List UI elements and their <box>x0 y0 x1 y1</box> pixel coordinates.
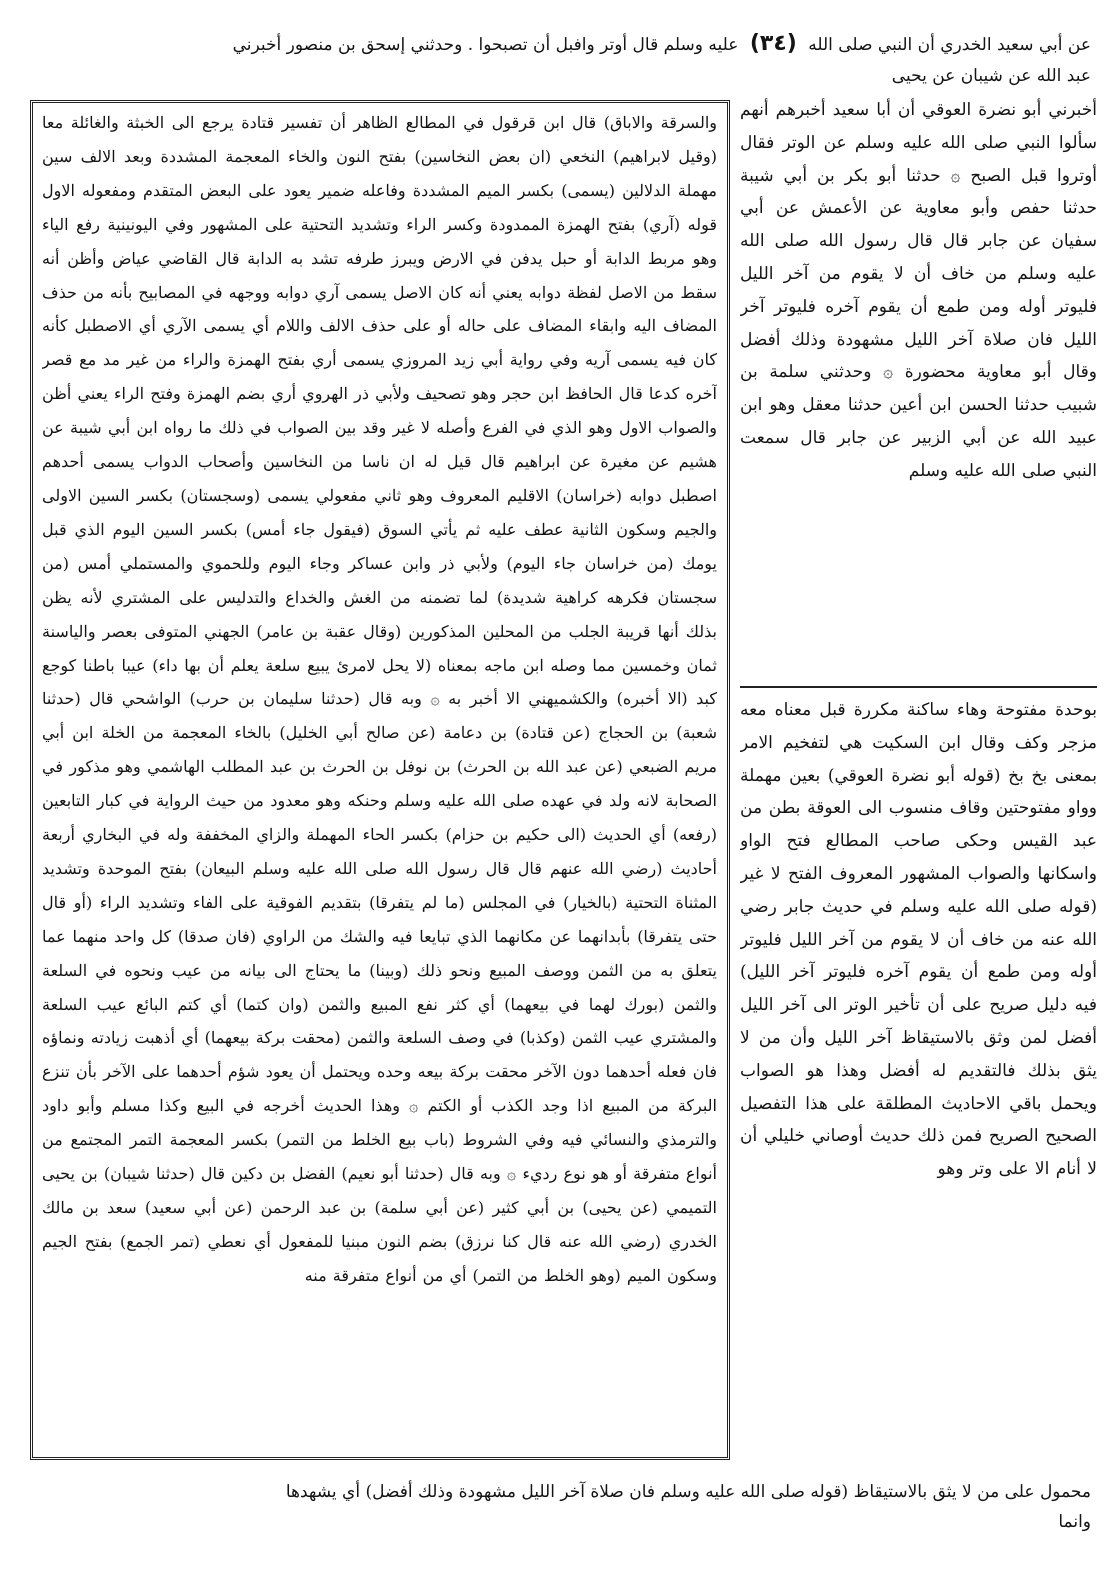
page-header <box>30 30 1091 100</box>
footer-line-1: محمول على من لا يثق بالاستيقاظ (قوله صلى الله عليه وسلم فان صلاة آخر الليل مشهودة وذلك أفضل) أي يشهدها <box>285 1482 1091 1502</box>
header-line-1 <box>30 30 1091 59</box>
main-commentary <box>42 106 717 1456</box>
header-text-right: عن أبي سعيد الخدري أن النبي صلى الله <box>808 35 1091 55</box>
header-text-left: عليه وسلم قال أوتر وافبل أن تصبحوا . وحدثني إسحق بن منصور أخبرني <box>232 35 739 55</box>
footer-catchword: وانما <box>1058 1512 1091 1532</box>
matn-text: أخبرني أبو نضرة العوقي أن أبا سعيد أخبرهم أنهم سألوا النبي صلى الله عليه وسلم عن الوتر فقال أوتروا قبل الصبح ۞ حدثنا أبو بكر بن أبي شيبة حدثنا حفص وأبو معاوية عن الأعمش عن أبي سفيان عن جابر قال قال رسول الله صلى الله عليه وسلم من خاف أن لا يقوم من آخر الليل فليوتر أوله ومن طمع أن يقوم آخره فليوتر آخر الليل فان صلاة آخر الليل مشهودة وذلك أفضل وقال أبو معاوية محضورة ۞ وحدثني سلمة بن شبيب حدثنا الحسن ابن أعين حدثنا معقل وهو ابن عبيد الله عن أبي الزبير عن جابر قال سمعت النبي صلى الله عليه وسلم <box>740 100 1097 481</box>
main-commentary-text: والسرقة والاباق) قال ابن قرقول في المطالع الظاهر أن تفسير قتادة يرجع الى الخبثة والغائلة معا (وقيل لابراهيم) النخعي (ان بعض النخاسين) بفتح النون والخاء المعجمة المشددة وبعد الالف سين مهملة الدلالين (يسمى) بكسر الميم المشددة وفاعله ضمير يعود على البعض المتقدم ومفعوله الاول قوله (آري) بفتح الهمزة الممدودة وكسر الراء وتشديد التحتية على المشهور وفي اليونينية رفع الياء وهو مربط الدابة أو حبل يدفن في الارض ويبرز طرفه تشد به الدابة قال القاضي عياض وأظن أنه سقط من الاصل لفظة دوابه يعني أنه كان الاصل يسمى آري دوابه ووجهه في المصابيح بأنه من حذف المضاف اليه وابقاء المضاف على حاله أو على حذف الالف واللام أي يسمى الآري أي الاصطبل كأنه كان فيه يسمى آريه وفي رواية أبي زيد المروزي يسمى أري بفتح الهمزة والراء من غير مد مع قصر آخره كدعا قال الحافظ ابن حجر وهو تصحيف ولأبي ذر الهروي أري بضم الهمزة وفتح الراء يعني أظن والصواب الاول وهو الذي في الفرع وأصله لا غير وقد بين الصواب في ذلك ما رواه ابن أبي شيبة عن هشيم عن مغيرة عن ابراهيم قال قيل له ان ناسا من النخاسين وأصحاب الدواب يسمى أحدهم اصطبل دوابه (خراسان) الاقليم المعروف وهو ثاني مفعولي يسمى (وسجستان) بكسر السين الاولى والجيم وسكون الثانية عطف عليه ثم يأتي السوق (فيقول جاء أمس) بكسر السين اليوم الذي قبل يومك (من خراسان جاء اليوم) ولأبي ذر وابن عساكر وجاء اليوم وللحموي والمستملي أمس (من سجستان فكرهه كراهية شديدة) لما تضمنه من الغش والخداع والتدليس على المشتري لأنه يظن بذلك أنها قريبة الجلب من المحلين المذكورين (وقال عقبة بن عامر) الجهني المتوفى بعصر والياسنة ثمان وخمسين مما وصله ابن ماجه بمعناه (لا يحل لامرئ يبيع سلعة يعلم أن بها داء) عيبا باطنا كوجع كبد (الا أخبره) والكشميهني الا أخبر به ۞ وبه قال (حدثنا سليمان بن حرب) الواشحي قال (حدثنا شعبة) بن الحجاج (عن قتادة) بن دعامة (عن صالح أبي الخليل) بالخاء المعجمة من الخلة ابن أبي مريم الضبعي (عن عبد الله بن الحرث) بن نوفل بن الحرث بن عبد المطلب الهاشمي وهو مذكور في الصحابة لانه ولد في عهده صلى الله عليه وسلم وحنكه وهو معدود من حيث الرواية في كبار التابعين (رفعه) أي الحديث (الى حكيم بن حزام) بكسر الحاء المهملة والزاي المخففة وله في البخاري أربعة أحاديث (رضي الله عنهم قال قال رسول الله صلى الله عليه وسلم البيعان) بفتح الموحدة وتشديد المثناة التحتية (بالخيار) في المجلس (ما لم يتفرقا) بتقديم الفوقية على الفاء وتشديد الراء (أو قال حتى يتفرقا) بأبدانهما عن مكانهما الذي تبايعا فيه والشك من الراوي (فان صدقا) كل واحد منهما عما يتعلق به من الثمن ووصف المبيع ونحو ذلك (وبينا) ما يحتاج الى بيانه من عيب ونحوه في السلعة والثمن (بورك لهما في بيعهما) أي كثر نفع المبيع والثمن (وان كتما) أي كتم البائع عيب السلعة والمشتري عيب الثمن (وكذبا) في وصف السلعة والثمن (محقت بركة بيعهما) أي أذهبت زيادته ونماؤه فان فعله أحدهما دون الآخر محقت بركة بيعه وحده ويحتمل أن يعود شؤم أحدهما على الآخر بأن تنزع البركة من المبيع اذا وجد الكذب أو الكتم ۞ وهذا الحديث أخرجه في البيع وكذا مسلم وأبو داود والترمذي والنسائي فيه وفي الشروط (باب بيع الخلط من التمر) بكسر المعجمة التمر المجتمع من أنواع متفرقة أو هو نوع رديء ۞ وبه قال (حدثنا أبو نعيم) الفضل بن دكين قال (حدثنا شيبان) بن يحيى التميمي (عن يحيى) بن أبي كثير (عن أبي سلمة) بن عبد الرحمن (عن أبي سعيد) سعد بن مالك الخدري (رضي الله عنه قال كنا نرزق) بضم النون مبنيا للمفعول أي نعطي (تمر الجمع) بفتح الجيم وسكون الميم (وهو الخلط من التمر) أي من أنواع متفرقة منه <box>42 113 717 1285</box>
header-line-2: عبد الله عن شيبان عن يحيى <box>891 66 1091 86</box>
matn-column <box>740 94 1097 1384</box>
page-number: (٣٤) <box>749 31 797 56</box>
column-divider <box>740 686 1097 688</box>
page-footer <box>30 1478 1091 1548</box>
matn-commentary-text: بوحدة مفتوحة وهاء ساكنة مكررة قبل معناه معه مزجر وكف وقال ابن السكيت هي لتفخيم الامر بمعنى بخ بخ (قوله أبو نضرة العوقي) بعين مهملة وواو مفتوحتين وقاف منسوب الى العوقة بطن من عبد القيس وحكى صاحب المطالع فتح الواو واسكانها والصواب المشهور المعروف الفتح لا غير (قوله صلى الله عليه وسلم في حديث جابر رضي الله عنه من خاف أن لا يقوم من آخر الليل فليوتر أوله ومن طمع أن يقوم آخره فليوتر آخر الليل) فيه دليل صريح على أن تأخير الوتر الى آخر الليل أفضل لمن وثق بالاستيقاظ آخر الليل وأن من لا يثق بذلك فالتقديم له أفضل وهذا هو الصواب ويحمل باقي الاحاديث المطلقة على هذا التفصيل الصحيح الصريح فمن ذلك حديث أوصاني خليلي أن لا أنام الا على وتر وهو <box>740 700 1097 1180</box>
